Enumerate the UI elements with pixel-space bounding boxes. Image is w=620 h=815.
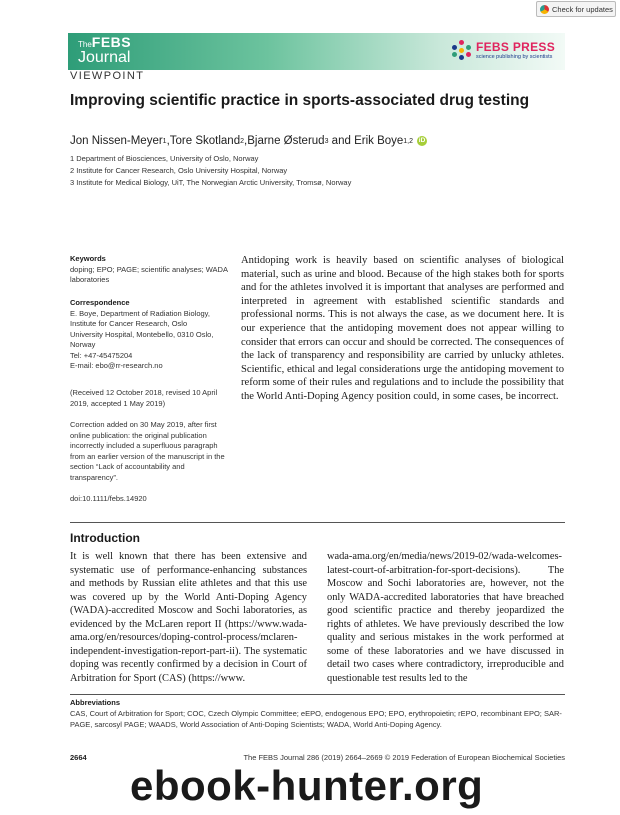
- keywords-text: doping; EPO; PAGE; scientific analyses; WADA laboratories: [70, 264, 228, 284]
- correspondence-heading: Correspondence: [70, 298, 130, 307]
- febs-journal-logo: [78, 35, 131, 66]
- article-title: Improving scientific practice in sports-associated drug testing: [70, 92, 530, 109]
- keywords-block: [70, 254, 230, 286]
- author-separator: ,: [244, 135, 248, 147]
- affiliation-1: 1 Department of Biosciences, University of Oslo, Norway: [70, 154, 259, 163]
- febs-press-logo: [452, 40, 555, 60]
- author-name: Jon Nissen-Meyer: [70, 135, 163, 147]
- correction-note: Correction added on 30 May 2019, after first online publication: the original publication incorrectly included a superfluous paragraph from an earlier version of the manuscript in the section “Lack of accountability and transparency”.: [70, 420, 225, 482]
- correspondence-line: E. Boye, Department of Radiation Biology,: [70, 308, 210, 318]
- author-affiliation-sup: 1,2: [403, 137, 414, 145]
- author-affiliation-sup: 3: [324, 137, 329, 145]
- received-dates: (Received 12 October 2018, revised 10 April 2019, accepted 1 May 2019): [70, 388, 218, 408]
- correspondence-line: Norway: [70, 340, 96, 349]
- check-for-updates-button[interactable]: [536, 1, 616, 17]
- logo-journal: Journal: [78, 49, 131, 66]
- affiliation-2: 2 Institute for Cancer Research, Oslo University Hospital, Norway: [70, 166, 288, 175]
- introduction-heading: Introduction: [70, 531, 140, 545]
- logo-the: The: [78, 40, 92, 49]
- watermark-text: ebook-hunter.org: [130, 762, 484, 809]
- author-name: Bjarne Østerud: [247, 135, 325, 147]
- section-divider: [70, 522, 565, 523]
- journal-citation: The FEBS Journal 286 (2019) 2664–2669 © 2019 Federation of European Biochemical Societies: [243, 753, 565, 762]
- author-separator: ,: [166, 135, 170, 147]
- press-name: FEBS PRESS: [476, 40, 556, 54]
- affiliation-3: 3 Institute for Medical Biology, UiT, The Norwegian Arctic University, Tromsø, Norway: [70, 178, 352, 187]
- author-affiliation-sup: 2: [240, 137, 245, 145]
- correspondence-email[interactable]: E-mail: ebo@rr-research.no: [70, 361, 163, 370]
- abbreviations-text: CAS, Court of Arbitration for Sport; COC, Czech Olympic Committee; eEPO, endogenous EPO; EPO, erythropoietin; rEPO, recombinant EPO; SAR-PAGE, sarcosyl PAGE; WAADS, World Association of Anti-Doping Scientists; WADA, World Anti-Doping Agency.: [70, 709, 562, 729]
- logo-febs: FEBS: [91, 34, 132, 50]
- orcid-icon[interactable]: iD: [418, 137, 426, 144]
- febs-press-dots-icon: [452, 40, 472, 60]
- author-list: [70, 135, 427, 147]
- press-tagline: science publishing by scientists: [476, 54, 553, 60]
- abbreviations-heading: Abbreviations: [70, 698, 121, 707]
- author-affiliation-sup: 1: [162, 137, 167, 145]
- check-for-updates-label: Check for updates: [552, 4, 613, 14]
- abbreviations-divider: [70, 694, 565, 695]
- correspondence-line: University Hospital, Montebello, 0310 Oslo,: [70, 329, 214, 339]
- correspondence-line: Institute for Cancer Research, Oslo: [70, 319, 188, 328]
- correspondence-block: [70, 298, 230, 372]
- author-separator: and: [328, 135, 355, 147]
- crossmark-icon: [540, 5, 549, 14]
- page-number: 2664: [70, 753, 87, 762]
- author-name: Tore Skotland: [169, 135, 241, 147]
- abstract-text: Antidoping work is heavily based on scientific analyses of biological material, such as urine and blood. Because of the high stakes both for sports and for the athletes involved it is important that analyses are performed and interpreted in agreement with established scientific standards and professional norms. This is not always the case, as we document here. It is our experience that the antidoping movement does not appear willing to consider that errors can occur and should be corrected. The consequences of the lack of transparency and responsibility are carried by unlucky athletes. Scientific, ethical and legal considerations urge the antidoping movement to reform some of their rules and regulations and to include the possibility that the World Anti-Doping Agency position could, in some cases, be incorrect.: [241, 255, 564, 402]
- doi-link[interactable]: doi:10.1111/febs.14920: [70, 494, 147, 503]
- introduction-left-column: It is well known that there has been extensive and systematic use of performance-enhancing substances and methods by Russian elite athletes and that this use was covered up by the World Anti-Doping Agency (WADA)-accredited Moscow and Sochi laboratories, as evidenced by the McLaren report II (https://www.wada-ama.org/en/resources/doping-control-process/mclaren-independent-investigation-report-part-ii). The systematic doping was recently confirmed by a decision in Court of Arbitration for Sport (CAS) (https://www.: [70, 551, 307, 684]
- keywords-heading: Keywords: [70, 254, 106, 263]
- article-section-label: VIEWPOINT: [70, 70, 145, 82]
- correspondence-line: Tel: +47-45475204: [70, 350, 133, 360]
- author-name: Erik Boye: [354, 135, 404, 147]
- introduction-right-column: wada-ama.org/en/media/news/2019-02/wada-welcomes-latest-court-of-arbitration-for-sport-decisions). The Moscow and Sochi laboratories are, however, not the only WADA-accredited laboratories that have breached good scientific practice and thereby jeopardized the rights of athletes. We have previously described the low quality and serious mistakes in the work performed at some of these laboratories and we have discussed in detail two cases where contradictory, irreproducible and questionable test results led to the: [327, 551, 564, 684]
